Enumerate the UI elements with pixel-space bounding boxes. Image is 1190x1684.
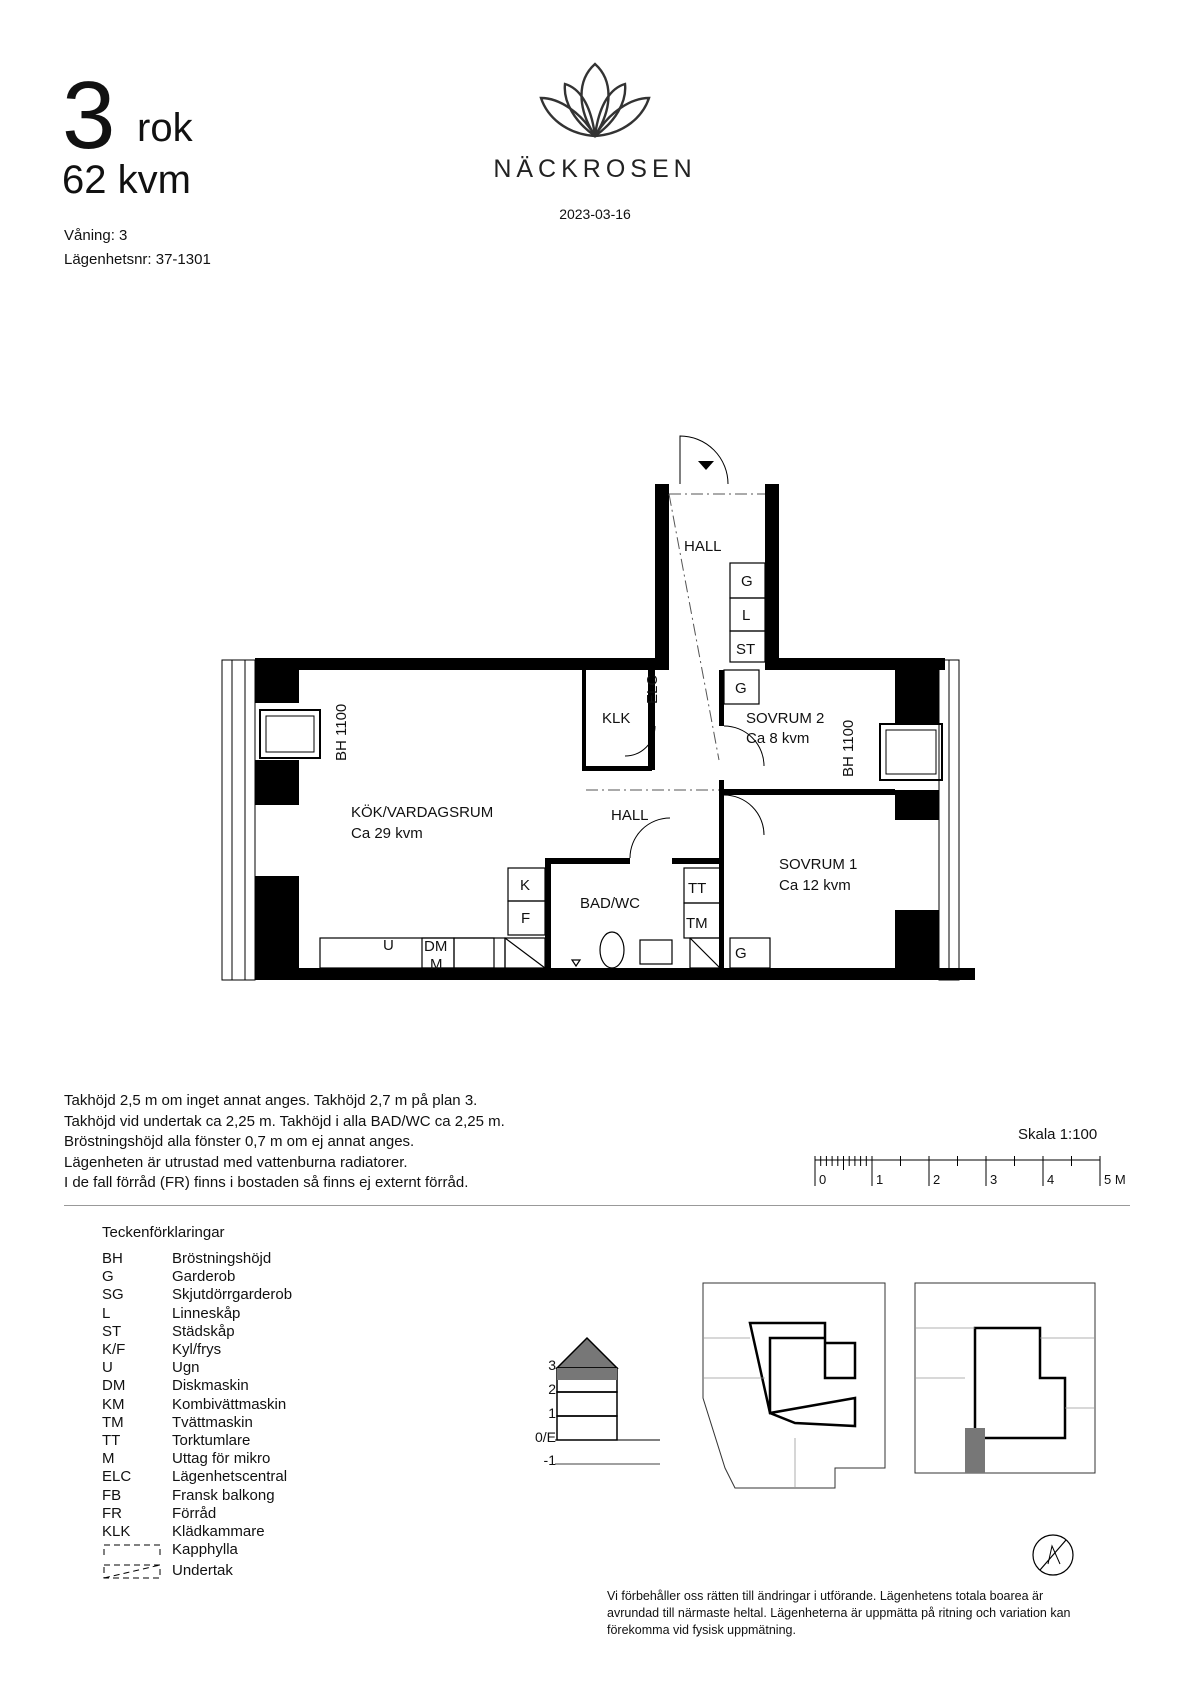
floor-level: 2: [548, 1381, 556, 1397]
tm-label: TM: [686, 915, 708, 932]
hall-top-label: HALL: [684, 538, 722, 555]
cabinet-l: L: [742, 607, 751, 624]
cabinet-st: ST: [736, 641, 756, 658]
fridge-k: K: [520, 877, 531, 894]
disclaimer: Vi förbehåller oss rätten till ändringar i utförande. Lägenhetens totala boarea är avrundad till närmaste heltal. Lägenheterna är uppmätta på ritning och variation kan förekomma vid fysisk uppmätning.: [607, 1589, 1071, 1637]
legend-text: Förråd: [172, 1504, 217, 1522]
legend-abbr: M: [102, 1450, 115, 1468]
legend-text: Klädkammare: [172, 1523, 265, 1541]
kapphylla-symbol-icon: [102, 1541, 162, 1557]
legend-abbr: SG: [102, 1286, 124, 1304]
legend-item: [102, 1414, 292, 1432]
legend-abbr: ST: [102, 1322, 122, 1340]
legend-item: [102, 1523, 292, 1541]
legend-text: Linneskåp: [172, 1304, 241, 1322]
scale-tick: 0: [819, 1172, 827, 1187]
legend-abbr: KLK: [102, 1523, 131, 1541]
legend-item: [102, 1286, 292, 1304]
legend-text: Fransk balkong: [172, 1486, 275, 1504]
legend-item: [102, 1250, 292, 1268]
legend-item: [102, 1432, 292, 1450]
brand-name: NÄCKROSEN: [493, 155, 697, 183]
legend-text: Kyl/frys: [172, 1341, 222, 1359]
note-line: I de fall förråd (FR) finns i bostaden så finns ej externt förråd.: [64, 1174, 469, 1191]
rooms-number: 3: [62, 62, 116, 169]
scale-tick: 2: [933, 1172, 941, 1187]
note-line: Bröstningshöjd alla fönster 0,7 m om ej annat anges.: [64, 1133, 415, 1150]
floor-level: 0/E: [534, 1429, 556, 1445]
sovrum1-area: Ca 12 kvm: [779, 877, 851, 894]
legend-item: [102, 1323, 292, 1341]
legend-abbr: TM: [102, 1413, 124, 1431]
site-plan: [695, 1278, 1120, 1493]
elc-label: ELC: [644, 674, 661, 704]
legend-abbr: TT: [102, 1432, 121, 1450]
tt-label: TT: [688, 880, 707, 897]
dishwasher-dm: DM: [424, 938, 448, 955]
legend-list: [102, 1250, 292, 1586]
legend-abbr: FB: [102, 1486, 122, 1504]
legend-item: [102, 1305, 292, 1323]
legend-text: Ugn: [172, 1359, 200, 1377]
scale-tick: 3: [990, 1172, 998, 1187]
bh-left-label: BH 1100: [333, 703, 350, 761]
legend-text: Bröstningshöjd: [172, 1250, 272, 1267]
note-line: Takhöjd 2,5 m om inget annat anges. Takhöjd 2,7 m på plan 3.: [64, 1092, 478, 1109]
legend-item-kapphylla: [102, 1541, 292, 1562]
legend-text: Diskmaskin: [172, 1377, 249, 1395]
legend-item: [102, 1341, 292, 1359]
kok-label: KÖK/VARDAGSRUM: [351, 804, 494, 821]
micro-m: M: [430, 956, 443, 973]
sovrum1-label: SOVRUM 1: [779, 856, 858, 873]
divider: [64, 1205, 1130, 1206]
cabinet-g3: G: [735, 945, 747, 962]
legend-item: [102, 1268, 292, 1286]
legend-item: [102, 1396, 292, 1414]
note-line: Takhöjd vid undertak ca 2,25 m. Takhöjd i alla BAD/WC ca 2,25 m.: [64, 1112, 505, 1130]
apartment-number: Lägenhetsnr: 37-1301: [64, 251, 211, 268]
scale-tick: 4: [1047, 1172, 1055, 1187]
legend-text: Städskåp: [172, 1322, 235, 1340]
legend-text: Tvättmaskin: [172, 1413, 253, 1431]
legend-abbr: K/F: [102, 1341, 126, 1359]
notes-block: [64, 1091, 505, 1194]
legend-text: Lägenhetscentral: [172, 1468, 288, 1486]
plan-date: 2023-03-16: [559, 206, 631, 222]
legend-item: [102, 1468, 292, 1486]
oven-u: U: [383, 937, 394, 954]
floor-level: 3: [548, 1357, 556, 1373]
legend-text: Kombivättmaskin: [172, 1395, 287, 1413]
legend-abbr: ELC: [102, 1468, 132, 1486]
scale-tick: 1: [876, 1172, 884, 1187]
legend-text: Kapphylla: [172, 1541, 238, 1559]
scale-bar: [810, 1150, 1140, 1190]
legend-abbr: G: [102, 1268, 114, 1286]
freezer-f: F: [521, 910, 531, 927]
entrance-arrow-icon: [698, 461, 714, 470]
floor-label: Våning: 3: [64, 227, 128, 244]
legend-item-undertak: [102, 1562, 292, 1585]
legend-text: Uttag för mikro: [172, 1450, 271, 1468]
scale-tick: 5 M: [1104, 1172, 1126, 1187]
rooms-unit: rok: [137, 106, 193, 150]
undertak-symbol-icon: [102, 1562, 162, 1580]
legend-text: Undertak: [172, 1562, 233, 1580]
legend-abbr: FR: [102, 1504, 122, 1522]
kok-area: Ca 29 kvm: [351, 825, 423, 842]
legend-title: Teckenförklaringar: [102, 1224, 225, 1241]
legend-item: [102, 1487, 292, 1505]
legend-item: [102, 1377, 292, 1395]
cabinet-g2: G: [735, 680, 747, 697]
hall-mid-label: HALL: [611, 807, 649, 824]
legend-text: Torktumlare: [172, 1432, 251, 1450]
sovrum2-label: SOVRUM 2: [746, 710, 825, 727]
legend-text: Garderob: [172, 1268, 236, 1286]
legend-item: [102, 1450, 292, 1468]
floor-level: 1: [548, 1405, 556, 1421]
sovrum2-area: Ca 8 kvm: [746, 730, 810, 747]
cabinet-g1: G: [741, 573, 753, 590]
legend-abbr: BH: [102, 1250, 123, 1267]
bh-right-label: BH 1100: [840, 719, 857, 777]
bad-label: BAD/WC: [580, 895, 640, 912]
scale-label: Skala 1:100: [1018, 1126, 1098, 1143]
legend-text: Skjutdörrgarderob: [172, 1286, 293, 1304]
apartment-area: 62 kvm: [62, 158, 191, 202]
klk-label: KLK: [602, 710, 631, 727]
legend-item: [102, 1505, 292, 1523]
legend-abbr: L: [102, 1304, 111, 1322]
note-line: Lägenheten är utrustad med vattenburna radiatorer.: [64, 1153, 408, 1171]
legend-abbr: KM: [102, 1395, 125, 1413]
building-section-icon: [555, 1330, 665, 1475]
legend-abbr: DM: [102, 1377, 126, 1395]
legend-abbr: U: [102, 1359, 113, 1377]
legend-item: [102, 1359, 292, 1377]
floor-level: -1: [543, 1452, 556, 1468]
north-arrow-icon: [1030, 1532, 1076, 1578]
